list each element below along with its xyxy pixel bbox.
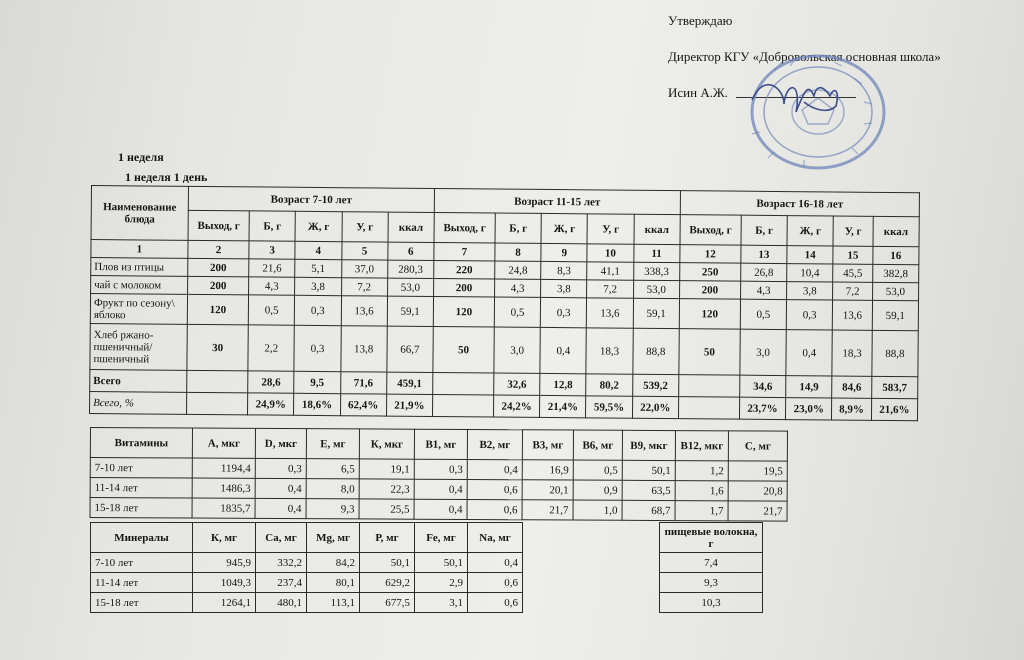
table-cell: 120 bbox=[187, 294, 248, 325]
table-cell: 59,1 bbox=[633, 298, 679, 328]
subhead-output: Выход, г bbox=[188, 210, 249, 241]
dish-name: Плов из птицы bbox=[91, 258, 188, 277]
table-cell: 3,8 bbox=[295, 277, 341, 295]
table-cell: 80,1 bbox=[307, 573, 360, 593]
table-cell: 68,7 bbox=[622, 500, 675, 520]
column-header: Р, мг bbox=[360, 523, 415, 553]
table-cell: 2,2 bbox=[248, 325, 295, 371]
table-cell: 5,1 bbox=[295, 259, 341, 277]
table-cell: 28,6 bbox=[248, 371, 294, 393]
table-cell: 0,4 bbox=[414, 499, 467, 519]
table-cell: 8,9% bbox=[832, 398, 872, 420]
table-cell: 26,8 bbox=[741, 263, 787, 281]
week-label: 1 неделя bbox=[118, 150, 164, 164]
table-cell: 113,1 bbox=[307, 593, 360, 613]
table-cell: 9,5 bbox=[294, 371, 340, 393]
table-cell: 21,6 bbox=[249, 259, 295, 277]
table-cell: 7,4 bbox=[660, 553, 763, 573]
subhead-carbs: У, г bbox=[833, 216, 873, 246]
table-cell: 2,9 bbox=[415, 573, 468, 593]
table-cell: 53,0 bbox=[387, 278, 433, 296]
table-cell: 9,3 bbox=[306, 499, 359, 519]
table-cell: 45,5 bbox=[833, 264, 873, 282]
row-label: Всего, % bbox=[90, 391, 187, 414]
table-cell: 583,7 bbox=[871, 376, 918, 398]
column-header: В9, мкг bbox=[622, 430, 675, 460]
table-cell: 0,3 bbox=[294, 325, 341, 371]
gap-cell bbox=[523, 593, 660, 613]
table-cell: 4,3 bbox=[249, 277, 295, 295]
table-cell: 539,2 bbox=[632, 374, 678, 396]
column-header: С, мг bbox=[728, 431, 787, 461]
table-cell: 1,2 bbox=[675, 461, 728, 481]
column-number: 14 bbox=[787, 246, 833, 264]
table-cell: 30 bbox=[187, 324, 248, 371]
subhead-protein: Б, г bbox=[495, 213, 541, 243]
menu-table bbox=[89, 185, 920, 421]
group-7-10: Возраст 7-10 лет bbox=[188, 186, 434, 212]
subhead-fat: Ж, г bbox=[787, 216, 833, 246]
column-header: Витамины bbox=[90, 428, 192, 459]
column-header: К, мг bbox=[193, 523, 256, 553]
column-number: 8 bbox=[495, 243, 541, 261]
column-header: А, мкг bbox=[192, 428, 255, 458]
table-cell: 21,9% bbox=[386, 394, 432, 416]
table-cell bbox=[678, 375, 739, 398]
table-cell: 53,0 bbox=[872, 282, 918, 300]
table-cell: 4,3 bbox=[495, 279, 541, 297]
age-label: 7-10 лет bbox=[90, 458, 192, 479]
gap-cell bbox=[523, 573, 660, 593]
table-cell: 3,8 bbox=[787, 282, 833, 300]
table-cell: 1486,3 bbox=[192, 478, 255, 498]
table-cell: 7,2 bbox=[587, 280, 633, 298]
column-header: пищевые волокна, г bbox=[660, 523, 763, 553]
table-cell: 3,1 bbox=[415, 593, 468, 613]
table-cell: 6,5 bbox=[306, 459, 359, 479]
table-cell: 4,3 bbox=[740, 281, 786, 299]
table-cell: 120 bbox=[679, 299, 740, 330]
column-number: 15 bbox=[833, 246, 873, 264]
table-cell: 382,8 bbox=[872, 264, 918, 282]
table-cell: 3,8 bbox=[541, 279, 587, 297]
column-number: 9 bbox=[541, 243, 587, 261]
table-cell: 66,7 bbox=[387, 326, 434, 372]
column-number: 5 bbox=[341, 242, 387, 260]
table-cell: 200 bbox=[188, 276, 249, 295]
table-cell: 23,7% bbox=[739, 397, 785, 419]
table-cell: 80,2 bbox=[586, 374, 632, 396]
subhead-protein: Б, г bbox=[249, 211, 295, 241]
table-cell: 250 bbox=[680, 263, 741, 282]
table-cell: 0,5 bbox=[494, 297, 540, 327]
subhead-kcal: ккал bbox=[634, 214, 680, 244]
table-cell: 18,3 bbox=[586, 328, 633, 374]
subhead-kcal: ккал bbox=[873, 216, 920, 246]
subhead-output: Выход, г bbox=[680, 215, 741, 246]
column-number: 11 bbox=[633, 244, 679, 262]
column-header: В1, мг bbox=[414, 429, 467, 459]
table-cell: 0,6 bbox=[468, 573, 523, 593]
gap-cell bbox=[523, 523, 660, 553]
table-cell: 1264,1 bbox=[193, 593, 256, 613]
subhead-fat: Ж, г bbox=[541, 213, 587, 243]
column-header: Са, мг bbox=[256, 523, 307, 553]
table-cell: 237,4 bbox=[256, 573, 307, 593]
table-cell: 0,6 bbox=[467, 499, 522, 519]
table-cell: 24,8 bbox=[495, 261, 541, 279]
column-number: 10 bbox=[587, 244, 633, 262]
table-cell: 629,2 bbox=[360, 573, 415, 593]
table-cell: 338,3 bbox=[633, 262, 679, 280]
table-cell: 19,1 bbox=[359, 459, 414, 479]
table-cell: 1835,7 bbox=[192, 498, 255, 518]
group-11-15: Возраст 11-15 лет bbox=[434, 188, 680, 214]
table-cell: 71,6 bbox=[340, 372, 386, 394]
column-header: К, мкг bbox=[359, 429, 414, 459]
table-cell: 0,6 bbox=[468, 593, 523, 613]
table-cell: 18,3 bbox=[832, 330, 872, 376]
week-day-label: 1 неделя 1 день bbox=[125, 170, 208, 184]
column-header: В12, мкг bbox=[675, 431, 728, 461]
table-cell: 0,5 bbox=[248, 295, 294, 325]
column-number: 4 bbox=[295, 241, 341, 259]
table-cell: 0,3 bbox=[255, 458, 306, 478]
table-cell: 21,6% bbox=[871, 398, 918, 420]
table-cell bbox=[187, 370, 248, 393]
table-cell: 1194,4 bbox=[192, 458, 255, 478]
table-cell: 13,6 bbox=[341, 296, 387, 326]
table-cell: 62,4% bbox=[340, 394, 386, 416]
column-header: D, мкг bbox=[255, 428, 306, 458]
table-cell: 200 bbox=[433, 278, 494, 297]
table-cell: 14,9 bbox=[786, 376, 832, 398]
table-cell: 84,6 bbox=[832, 376, 872, 398]
subhead-output: Выход, г bbox=[434, 212, 495, 243]
table-cell: 59,1 bbox=[387, 296, 433, 326]
table-cell bbox=[678, 397, 739, 420]
column-header: Mg, мг bbox=[307, 523, 360, 553]
subhead-carbs: У, г bbox=[342, 212, 388, 242]
table-row bbox=[90, 323, 918, 376]
table-cell: 22,3 bbox=[359, 479, 414, 499]
table-cell: 21,4% bbox=[540, 395, 586, 417]
table-cell: 50,1 bbox=[622, 460, 675, 480]
table-cell: 12,8 bbox=[540, 373, 586, 395]
table-cell: 63,5 bbox=[622, 480, 675, 500]
subhead-kcal: ккал bbox=[388, 212, 434, 242]
table-cell: 677,5 bbox=[360, 593, 415, 613]
table-cell: 9,3 bbox=[660, 573, 763, 593]
table-cell: 41,1 bbox=[587, 262, 633, 280]
table-cell: 120 bbox=[433, 296, 494, 327]
table-cell: 0,3 bbox=[295, 295, 341, 325]
table-cell: 13,6 bbox=[833, 300, 873, 330]
column-number: 1 bbox=[91, 240, 188, 259]
table-cell: 32,6 bbox=[494, 373, 540, 395]
age-label: 11-14 лет bbox=[91, 573, 193, 593]
table-cell: 1,0 bbox=[573, 500, 622, 520]
table-cell: 13,6 bbox=[587, 298, 633, 328]
table-cell: 1,6 bbox=[675, 481, 728, 501]
table-cell: 0,5 bbox=[740, 299, 786, 329]
row-label: Всего bbox=[90, 369, 187, 392]
table-cell: 59,5% bbox=[586, 396, 632, 418]
table-cell: 24,9% bbox=[248, 393, 294, 415]
table-cell: 0,3 bbox=[786, 300, 832, 330]
table-cell: 23,0% bbox=[786, 398, 832, 420]
table-cell: 16,9 bbox=[522, 460, 573, 480]
table-cell: 1,7 bbox=[675, 501, 728, 521]
column-number: 2 bbox=[188, 240, 249, 259]
approval-position: Директор КГУ «Добровольская основная школа» bbox=[668, 49, 941, 64]
table-cell: 0,4 bbox=[255, 478, 306, 498]
column-header: Минералы bbox=[91, 523, 193, 553]
age-label: 11-14 лет bbox=[90, 478, 192, 499]
column-header: В6, мг bbox=[573, 430, 622, 460]
table-cell: 13,8 bbox=[340, 326, 387, 372]
table-cell: 50,1 bbox=[415, 553, 468, 573]
table-cell: 0,4 bbox=[255, 498, 306, 518]
table-cell: 945,9 bbox=[193, 553, 256, 573]
subhead-protein: Б, г bbox=[741, 215, 787, 245]
table-cell: 20,1 bbox=[522, 480, 573, 500]
age-label: 7-10 лет bbox=[91, 553, 193, 573]
table-cell: 53,0 bbox=[633, 280, 679, 298]
table-row bbox=[91, 593, 763, 613]
table-cell: 59,1 bbox=[872, 300, 919, 330]
table-cell: 7,2 bbox=[833, 282, 873, 300]
table-cell: 0,4 bbox=[786, 330, 833, 376]
table-cell: 0,4 bbox=[467, 459, 522, 479]
table-cell: 480,1 bbox=[256, 593, 307, 613]
col-dish-name: Наименование блюда bbox=[91, 186, 188, 241]
column-number: 16 bbox=[873, 246, 919, 264]
column-header: Na, мг bbox=[468, 523, 523, 553]
table-cell: 0,6 bbox=[467, 479, 522, 499]
minerals-header-row bbox=[91, 523, 763, 553]
table-cell: 0,4 bbox=[540, 327, 587, 373]
table-cell: 7,2 bbox=[341, 278, 387, 296]
minerals-table bbox=[90, 522, 763, 613]
table-cell: 50,1 bbox=[360, 553, 415, 573]
table-cell: 0,3 bbox=[414, 459, 467, 479]
table-cell: 34,6 bbox=[740, 375, 786, 397]
table-cell: 0,9 bbox=[573, 480, 622, 500]
table-cell: 0,3 bbox=[540, 297, 586, 327]
column-header: Fe, мг bbox=[415, 523, 468, 553]
table-cell: 19,5 bbox=[728, 461, 787, 481]
column-number: 6 bbox=[388, 242, 434, 260]
menu-body bbox=[90, 258, 919, 421]
table-cell: 50 bbox=[433, 326, 494, 373]
column-number: 7 bbox=[434, 242, 495, 261]
table-cell: 220 bbox=[434, 260, 495, 279]
approval-name: Исин А.Ж. bbox=[668, 85, 728, 100]
table-cell: 22,0% bbox=[632, 396, 678, 418]
subhead-carbs: У, г bbox=[587, 214, 633, 244]
column-header: Е, мг bbox=[306, 429, 359, 459]
table-cell: 0,4 bbox=[468, 553, 523, 573]
table-cell: 332,2 bbox=[256, 553, 307, 573]
table-cell: 88,8 bbox=[872, 330, 919, 376]
table-cell: 1049,3 bbox=[193, 573, 256, 593]
table-cell: 24,2% bbox=[493, 395, 539, 417]
subhead-fat: Ж, г bbox=[295, 211, 341, 241]
table-cell: 50 bbox=[679, 329, 740, 376]
table-cell: 200 bbox=[188, 258, 249, 277]
column-number: 13 bbox=[741, 245, 787, 263]
dish-name: Хлеб ржано-пшеничный/ пшеничный bbox=[90, 323, 187, 370]
column-header: В2, мг bbox=[467, 429, 522, 459]
table-cell: 8,0 bbox=[306, 479, 359, 499]
column-header: В3, мг bbox=[522, 430, 573, 460]
table-cell: 25,5 bbox=[359, 499, 414, 519]
table-cell: 37,0 bbox=[341, 260, 387, 278]
table-cell bbox=[187, 392, 248, 415]
table-cell: 0,5 bbox=[573, 460, 622, 480]
table-row bbox=[91, 553, 763, 573]
table-cell: 10,4 bbox=[787, 264, 833, 282]
table-cell: 21,7 bbox=[522, 500, 573, 520]
group-16-18: Возраст 16-18 лет bbox=[680, 191, 919, 217]
table-cell: 200 bbox=[679, 281, 740, 300]
approval-title: Утверждаю bbox=[668, 13, 733, 28]
table-row bbox=[91, 573, 763, 593]
age-label: 15-18 лет bbox=[90, 498, 192, 519]
vitamins-table bbox=[90, 427, 788, 522]
table-cell: 3,0 bbox=[740, 329, 787, 375]
vitamins-header-row bbox=[90, 428, 787, 462]
dish-name: чай с молоком bbox=[91, 276, 188, 295]
table-row bbox=[90, 498, 787, 522]
table-cell: 0,4 bbox=[414, 479, 467, 499]
table-cell bbox=[433, 372, 494, 395]
table-cell: 21,7 bbox=[728, 501, 787, 521]
table-cell: 10,3 bbox=[660, 593, 763, 613]
table-cell: 8,3 bbox=[541, 261, 587, 279]
column-number: 12 bbox=[680, 245, 741, 264]
column-number: 3 bbox=[249, 241, 295, 259]
dish-name: Фрукт по сезону\ яблоко bbox=[90, 294, 187, 325]
table-cell bbox=[432, 394, 493, 417]
table-cell: 18,6% bbox=[294, 393, 340, 415]
table-cell: 280,3 bbox=[387, 260, 433, 278]
table-cell: 3,0 bbox=[494, 327, 541, 373]
table-cell: 459,1 bbox=[386, 372, 432, 394]
age-label: 15-18 лет bbox=[91, 593, 193, 613]
table-cell: 20,8 bbox=[728, 481, 787, 501]
table-cell: 84,2 bbox=[307, 553, 360, 573]
stamp-seal bbox=[744, 52, 888, 172]
table-cell: 88,8 bbox=[632, 328, 679, 374]
gap-cell bbox=[523, 553, 660, 573]
